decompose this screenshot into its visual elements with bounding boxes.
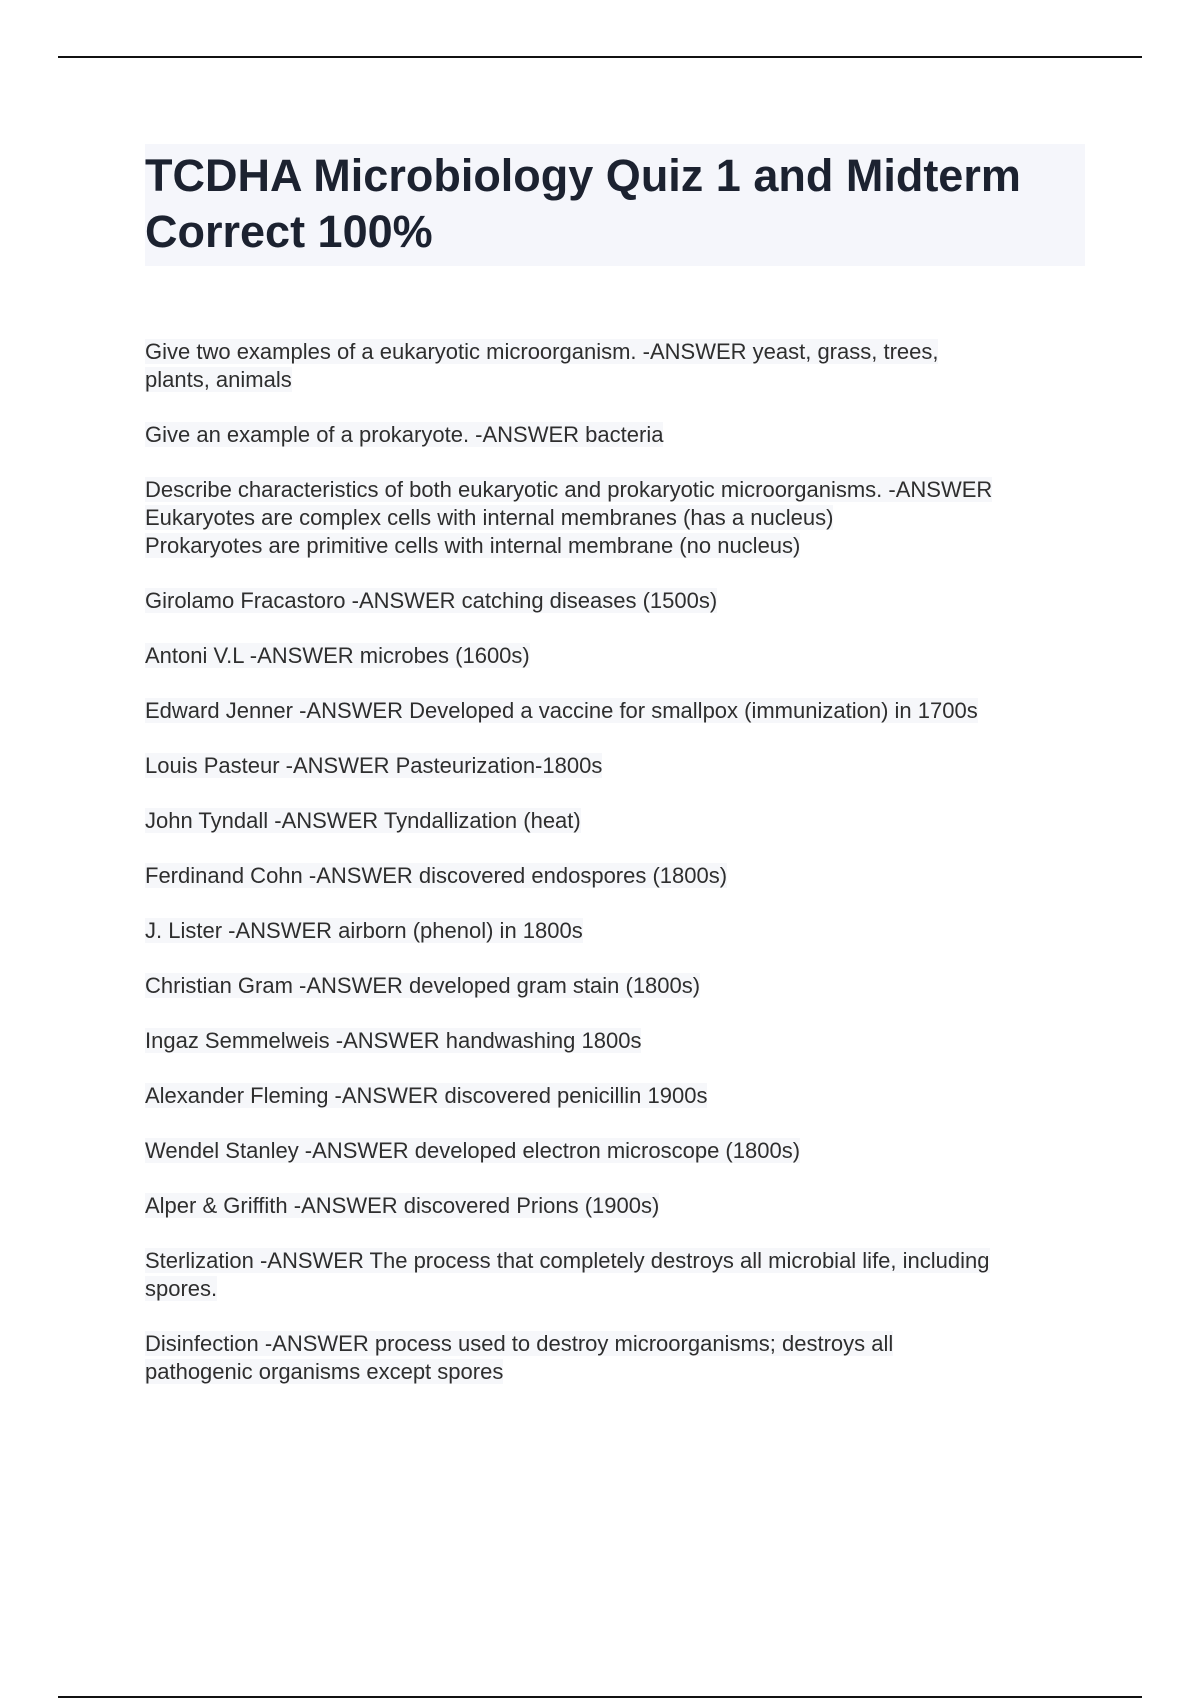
title-block [145, 144, 1085, 266]
qa-text: Edward Jenner -ANSWER Developed a vaccine for smallpox (immunization) in 1700s [145, 698, 978, 723]
qa-item [145, 752, 1095, 780]
qa-text: John Tyndall -ANSWER Tyndallization (heat) [145, 808, 581, 833]
bottom-divider [58, 1696, 1142, 1698]
page-title: TCDHA Microbiology Quiz 1 and Midterm Correct 100% [145, 150, 1021, 257]
qa-item [145, 1330, 1095, 1386]
qa-text: Louis Pasteur -ANSWER Pasteurization-1800s [145, 753, 603, 778]
qa-text: Alper & Griffith -ANSWER discovered Prions (1900s) [145, 1193, 660, 1218]
qa-text: Ingaz Semmelweis -ANSWER handwashing 1800s [145, 1028, 642, 1053]
qa-text: J. Lister -ANSWER airborn (phenol) in 1800s [145, 918, 583, 943]
qa-item [145, 697, 1095, 725]
qa-text: Antoni V.L -ANSWER microbes (1600s) [145, 643, 530, 668]
qa-text: Describe characteristics of both eukaryotic and prokaryotic microorganisms. -ANSWER Eukaryotes are complex cells with internal membranes (has a nucleus) Prokaryotes are primitive cells with internal membrane (no nucleus) [145, 477, 993, 558]
qa-item [145, 1192, 1095, 1220]
qa-item [145, 1137, 1095, 1165]
qa-item [145, 972, 1095, 1000]
qa-item [145, 587, 1095, 615]
qa-text: Alexander Fleming -ANSWER discovered penicillin 1900s [145, 1083, 708, 1108]
qa-text: Ferdinand Cohn -ANSWER discovered endospores (1800s) [145, 863, 728, 888]
qa-text: Girolamo Fracastoro -ANSWER catching diseases (1500s) [145, 588, 718, 613]
qa-item [145, 1027, 1095, 1055]
qa-item [145, 642, 1095, 670]
qa-item [145, 1082, 1095, 1110]
qa-item [145, 862, 1095, 890]
qa-text: Sterlization -ANSWER The process that completely destroys all microbial life, including spores. [145, 1248, 990, 1301]
qa-item [145, 421, 1095, 449]
qa-text: Christian Gram -ANSWER developed gram stain (1800s) [145, 973, 701, 998]
qa-item [145, 917, 1095, 945]
qa-text: Give two examples of a eukaryotic microorganism. -ANSWER yeast, grass, trees, plants, animals [145, 339, 939, 392]
qa-item [145, 807, 1095, 835]
qa-item [145, 1247, 1095, 1303]
qa-list [145, 338, 1095, 1413]
qa-text: Give an example of a prokaryote. -ANSWER bacteria [145, 422, 664, 447]
qa-item [145, 338, 1095, 394]
qa-item [145, 476, 1095, 560]
qa-text: Disinfection -ANSWER process used to destroy microorganisms; destroys all pathogenic organisms except spores [145, 1331, 894, 1384]
qa-text: Wendel Stanley -ANSWER developed electron microscope (1800s) [145, 1138, 801, 1163]
top-divider [58, 56, 1142, 58]
